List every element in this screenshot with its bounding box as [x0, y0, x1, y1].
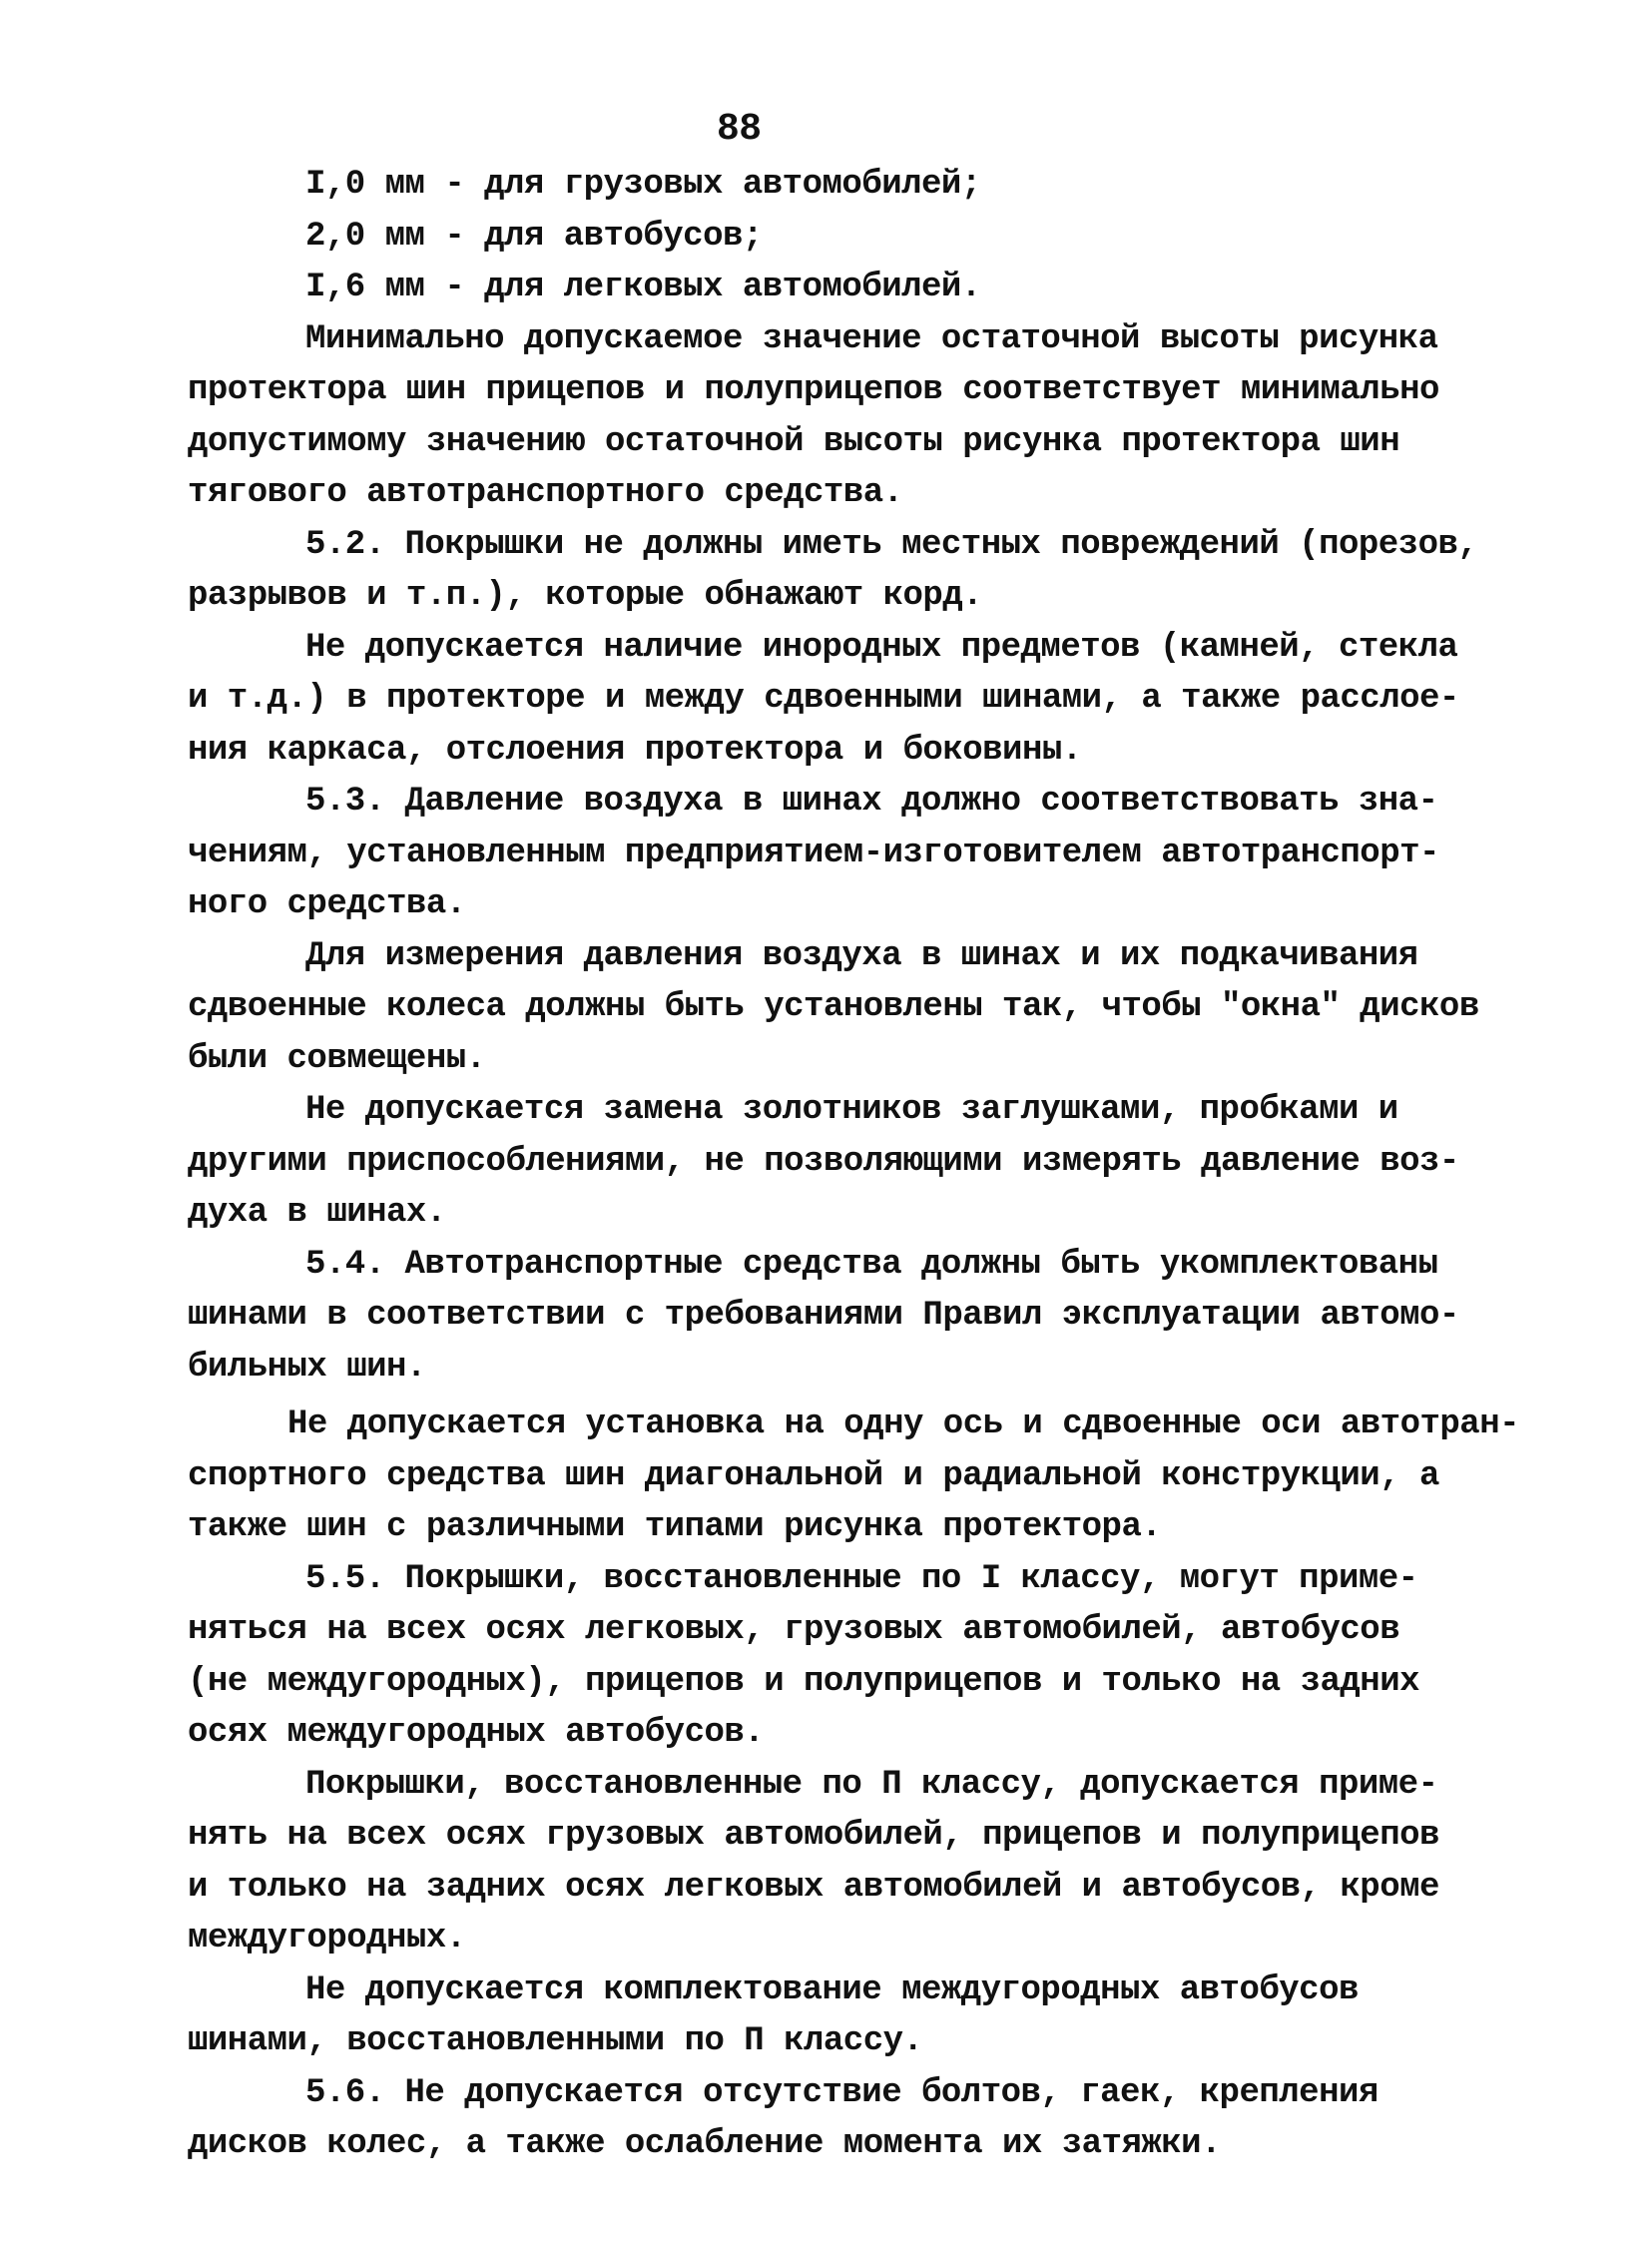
text-line: и только на задних осях легковых автомобилей и автобусов, кроме — [188, 1868, 1439, 1907]
text-line: осях междугородных автобусов. — [188, 1714, 765, 1752]
text-line: разрывов и т.п.), которые обнажают корд. — [188, 577, 983, 615]
text-line: междугородных. — [188, 1920, 466, 1958]
text-line: духа в шинах. — [188, 1194, 446, 1232]
text-line: сдвоенные колеса должны быть установлены так, чтобы "окна" дисков — [188, 988, 1479, 1026]
inserted-text-line: спортного средства шин диагональной и радиальной конструкции, а — [188, 1456, 1439, 1495]
text-line: и т.д.) в протекторе и между сдвоенными шинами, а также расслое- — [188, 680, 1459, 718]
text-line: тягового автотранспортного средства. — [188, 474, 903, 512]
text-line: чениям, установленным предприятием-изготовителем автотранспорт- — [188, 834, 1439, 872]
body-text — [188, 160, 1555, 2171]
text-line: ния каркаса, отслоения протектора и боковины. — [188, 731, 1082, 770]
text-line: I,6 мм - для легковых автомобилей. — [305, 269, 981, 306]
section-5-3-line: 5.3. Давление воздуха в шинах должно соответствовать зна- — [305, 783, 1438, 821]
inserted-text-line: также шин с различными типами рисунка протектора. — [188, 1508, 1162, 1546]
page-number: 88 — [717, 108, 762, 151]
paragraph-start-line: Минимально допускаемое значение остаточной высоты рисунка — [305, 319, 1438, 358]
paragraph-start-line: Не допускается наличие инородных предметов (камней, стекла — [305, 628, 1458, 667]
section-5-5-line: 5.5. Покрышки, восстановленные по I классу, могут приме- — [305, 1559, 1418, 1598]
section-5-4-line: 5.4. Автотранспортные средства должны быть укомплектованы — [305, 1245, 1438, 1284]
paragraph-start-line: Для измерения давления воздуха в шинах и их подкачивания — [305, 936, 1418, 975]
text-line: 2,0 мм - для автобусов; — [305, 217, 763, 256]
text-line: I,0 мм - для грузовых автомобилей; — [305, 166, 981, 204]
paragraph-start-line: Не допускается замена золотников заглушками, пробками и — [305, 1091, 1398, 1129]
section-5-6-line: 5.6. Не допускается отсутствие болтов, гаек, крепления — [305, 2073, 1378, 2112]
text-line: другими приспособлениями, не позволяющими измерять давление воз- — [188, 1142, 1459, 1181]
paragraph-start-line: Покрышки, восстановленные по П классу, допускается приме- — [305, 1765, 1438, 1804]
text-line: няться на всех осях легковых, грузовых автомобилей, автобусов — [188, 1611, 1400, 1649]
text-line: бильных шин. — [188, 1348, 426, 1387]
text-line: были совмещены. — [188, 1039, 486, 1078]
paragraph-start-line: Не допускается комплектование междугородных автобусов — [305, 1970, 1359, 2009]
text-line: шинами, восстановленными по П классу. — [188, 2022, 923, 2060]
text-line: нять на всех осях грузовых автомобилей, прицепов и полуприцепов — [188, 1817, 1439, 1855]
text-line: допустимому значению остаточной высоты рисунка протектора шин — [188, 422, 1400, 461]
text-line: шинами в соответствии с требованиями Правил эксплуатации автомо- — [188, 1297, 1459, 1335]
text-line: дисков колес, а также ослабление момента их затяжки. — [188, 2125, 1221, 2163]
section-5-2-line: 5.2. Покрышки не должны иметь местных повреждений (порезов, — [305, 525, 1478, 564]
text-line: ного средства. — [188, 885, 466, 923]
text-line: (не междугородных), прицепов и полуприцепов и только на задних — [188, 1662, 1420, 1701]
text-line: протектора шин прицепов и полуприцепов соответствует минимально — [188, 371, 1439, 409]
inserted-paragraph-line: Не допускается установка на одну ось и сдвоенные оси автотран- — [287, 1405, 1520, 1443]
